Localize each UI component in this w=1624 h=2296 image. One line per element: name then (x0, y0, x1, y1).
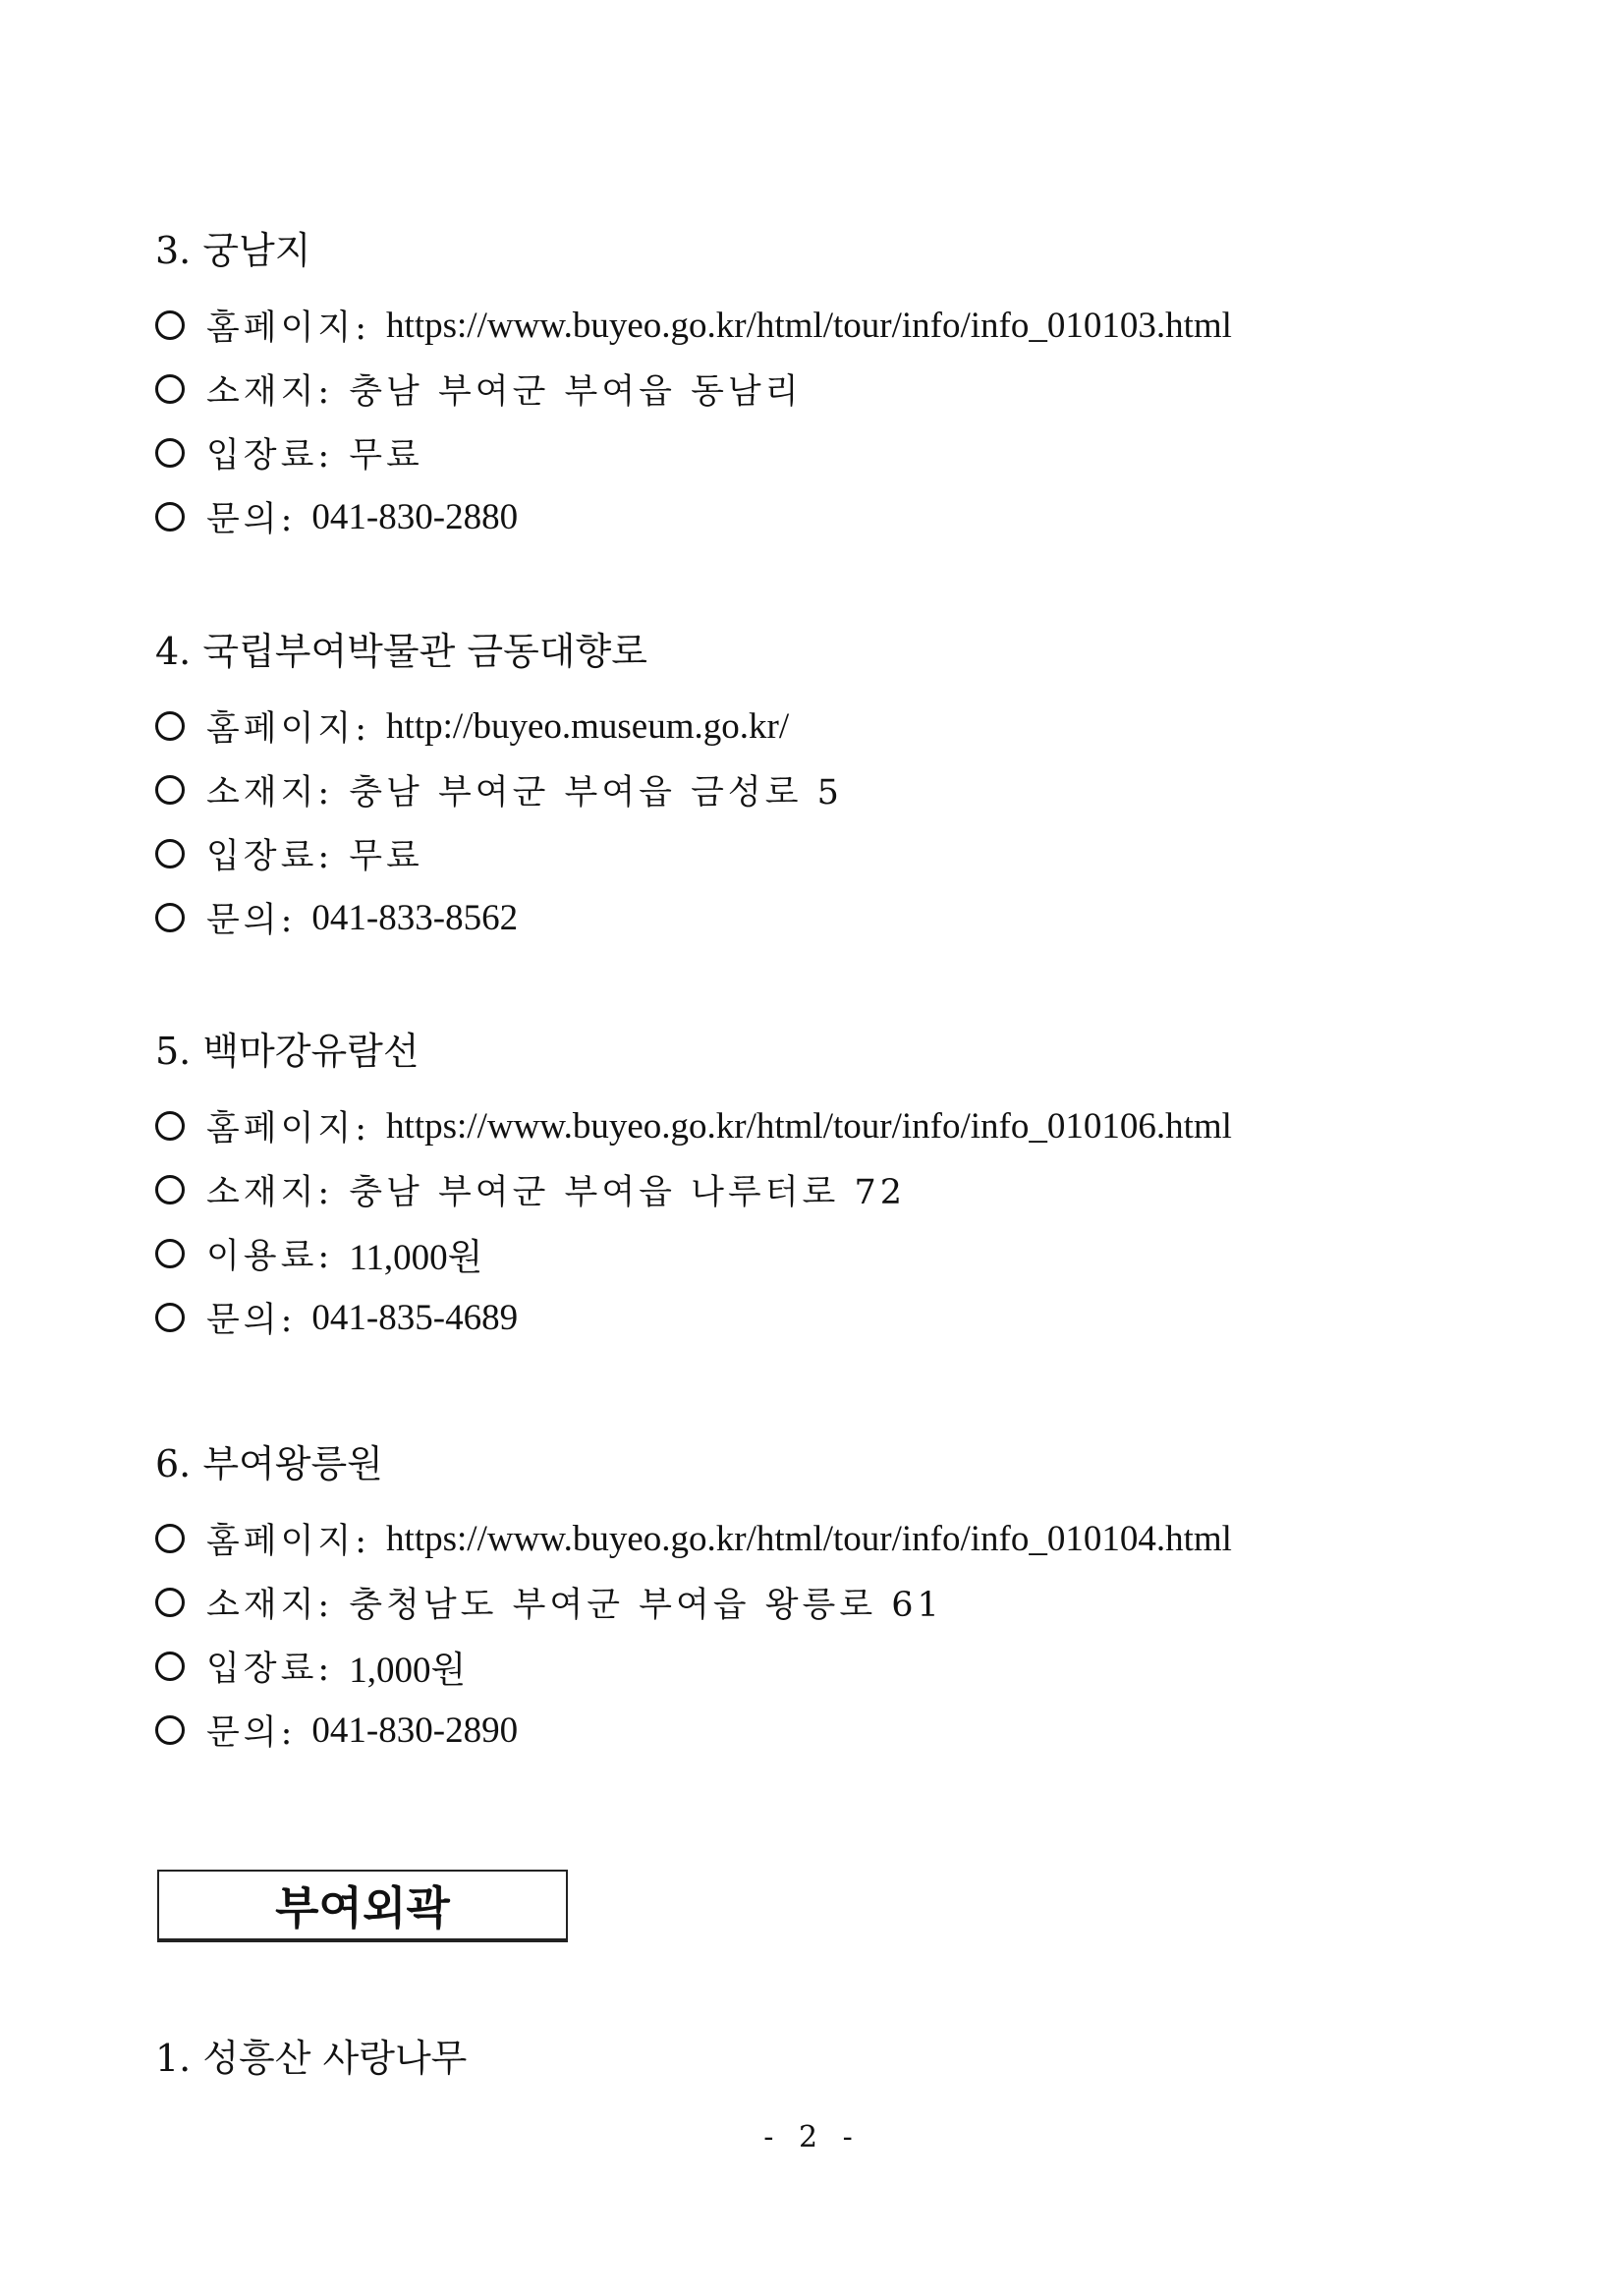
circle-bullet-icon (155, 1111, 185, 1141)
homepage-link[interactable]: https://www.buyeo.go.kr/html/tour/info/info_010103.html (386, 305, 1232, 346)
item-value: 충청남도 부여군 부여읍 왕릉로 61 (349, 1586, 943, 1625)
item-label: 소재지: (206, 773, 334, 812)
item-label: 소재지: (206, 1586, 334, 1625)
circle-bullet-icon (155, 775, 185, 805)
info-item-contact (155, 1706, 1531, 1755)
circle-bullet-icon (155, 839, 185, 868)
info-item-location (155, 364, 1531, 414)
section-cruise (155, 1027, 1531, 1342)
circle-bullet-icon (155, 711, 185, 741)
item-label: 입장료: (206, 436, 334, 476)
item-value: 충남 부여군 부여읍 동남리 (349, 372, 803, 412)
info-item-location (155, 1165, 1531, 1214)
info-item-location (155, 1578, 1531, 1627)
item-label: 이용료: (206, 1237, 334, 1276)
circle-bullet-icon (155, 1652, 185, 1681)
circle-bullet-icon (155, 1715, 185, 1745)
item-label: 홈페이지: (206, 709, 371, 749)
info-item-fee (155, 1642, 1531, 1691)
info-item-homepage (155, 701, 1531, 751)
circle-bullet-icon (155, 903, 185, 932)
item-label: 입장료: (206, 1650, 334, 1689)
info-item-homepage (155, 1514, 1531, 1563)
item-label: 입장료: (206, 837, 334, 876)
homepage-link[interactable]: https://www.buyeo.go.kr/html/tour/info/info_010106.html (386, 1105, 1232, 1147)
region-heading-box: 부여외곽 (157, 1870, 568, 1942)
info-item-contact (155, 492, 1531, 541)
info-item-fee (155, 1229, 1531, 1278)
item-label: 홈페이지: (206, 1109, 371, 1148)
section-royal-tombs (155, 1439, 1531, 1755)
item-value: 충남 부여군 부여읍 나루터로 72 (349, 1173, 906, 1212)
item-value: 041-833-8562 (311, 897, 519, 938)
circle-bullet-icon (155, 1175, 185, 1204)
info-list (155, 1101, 1531, 1342)
circle-bullet-icon (155, 1588, 185, 1617)
circle-bullet-icon (155, 374, 185, 404)
info-list (155, 301, 1531, 541)
info-item-fee (155, 829, 1531, 878)
section-gungnamji (155, 226, 1531, 541)
info-list (155, 701, 1531, 942)
info-item-contact (155, 1293, 1531, 1342)
item-value: 1,000원 (349, 1651, 467, 1691)
page-number: - 2 - (763, 2120, 861, 2155)
section-title: 3. 궁남지 (155, 229, 311, 272)
item-label: 홈페이지: (206, 1522, 371, 1561)
info-item-contact (155, 893, 1531, 942)
section-title: 5. 백마강유람선 (155, 1030, 420, 1073)
info-list (155, 1514, 1531, 1755)
item-label: 문의: (206, 500, 297, 539)
item-value: 무료 (349, 837, 423, 876)
item-label: 문의: (206, 901, 297, 940)
item-label: 문의: (206, 1301, 297, 1340)
circle-bullet-icon (155, 1524, 185, 1553)
item-value: 041-830-2890 (311, 1709, 519, 1751)
info-item-fee (155, 428, 1531, 477)
info-item-homepage (155, 301, 1531, 350)
item-value: 무료 (349, 436, 423, 476)
info-item-location (155, 765, 1531, 814)
info-item-homepage (155, 1101, 1531, 1150)
circle-bullet-icon (155, 1303, 185, 1332)
item-label: 소재지: (206, 1173, 334, 1212)
item-value: 041-835-4689 (311, 1297, 519, 1338)
section-title: 1. 성흥산 사랑나무 (155, 2037, 468, 2080)
section-title: 6. 부여왕릉원 (155, 1442, 383, 1485)
section-title: 4. 국립부여박물관 금동대향로 (155, 630, 647, 673)
item-value: 충남 부여군 부여읍 금성로 5 (349, 773, 843, 812)
section-museum (155, 627, 1531, 942)
homepage-link[interactable]: http://buyeo.museum.go.kr/ (386, 705, 790, 747)
circle-bullet-icon (155, 310, 185, 340)
homepage-link[interactable]: https://www.buyeo.go.kr/html/tour/info/info_010104.html (386, 1518, 1232, 1559)
circle-bullet-icon (155, 438, 185, 468)
item-label: 홈페이지: (206, 308, 371, 348)
item-value: 041-830-2880 (311, 496, 519, 537)
item-label: 소재지: (206, 372, 334, 412)
item-label: 문의: (206, 1713, 297, 1753)
section-next (155, 2034, 1531, 2083)
item-value: 11,000원 (349, 1238, 483, 1278)
circle-bullet-icon (155, 502, 185, 532)
circle-bullet-icon (155, 1239, 185, 1268)
